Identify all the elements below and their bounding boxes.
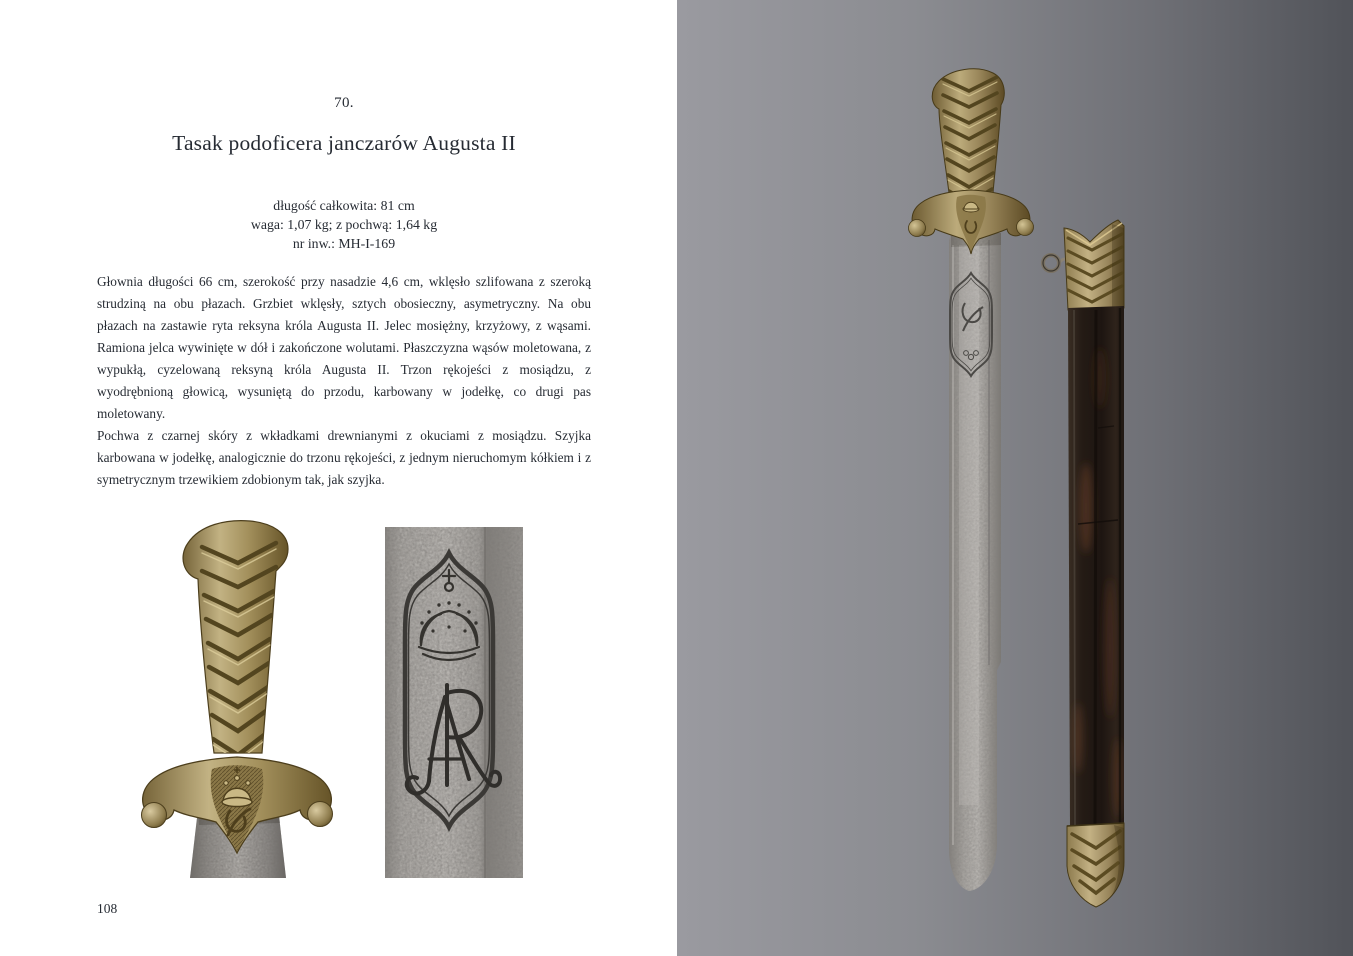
specs-block: [97, 196, 591, 253]
page-title: Tasak podoficera janczarów Augusta II: [172, 131, 516, 155]
blade-monogram-photo: [385, 527, 536, 878]
scabbard-image: [1038, 218, 1128, 918]
description-block: [97, 271, 591, 491]
scabbard-chape: [1067, 823, 1124, 907]
description-para-1: Głownia długości 66 cm, szerokość przy nasadzie 4,6 cm, wklęsło szlifowana z szeroką strudziną na obu płazach. Grzbiet wklęsły, sztych obosieczny, asymetryczny. Na obu płazach na zastawie ryta reksyna króla Augusta II. Jelec mosiężny, krzyżowy, z wąsami. Ramiona jelca wywinięte w dół i zakończone wolutami. Płaszczyzna wąsów moletowana, z wypukłą, cyzelowaną reksyną króla Augusta II. Trzon rękojeści z mosiądzu, z wyodrębnioną głowicą, wysuniętą do przodu, karbowany w jodełkę, co drugi pas moletowany.: [97, 274, 591, 421]
sword-grip: [932, 69, 1004, 203]
spec-inventory-number: nr inw.: MH-I-169: [292, 236, 396, 251]
spec-total-length: długość całkowita: 81 cm: [273, 198, 415, 213]
sword-guard: [909, 190, 1034, 254]
hilt-detail-image: [130, 517, 345, 878]
sword-blade: [945, 225, 1005, 895]
hilt-photo-guard: [142, 757, 333, 853]
hilt-detail-photo: [130, 517, 345, 878]
scabbard-throat: [1064, 220, 1124, 311]
photo-plate-page: [677, 0, 1353, 956]
sword-photo: [905, 65, 1045, 895]
hilt-photo-grip: [183, 521, 288, 761]
blade-monogram-image: [385, 527, 536, 878]
scabbard-photo: [1038, 218, 1128, 918]
scabbard-body: [1068, 306, 1124, 828]
spec-weight: waga: 1,07 kg; z pochwą: 1,64 kg: [250, 217, 438, 232]
catalog-number: 70.: [334, 95, 354, 111]
description-para-2: Pochwa z czarnej skóry z wkładkami drewnianymi z okuciami z mosiądzu. Szyjka karbowana w jodełkę, analogicznie do trzonu rękojeści, z jednym nieruchomym kółkiem i z symetrycznym trzewikiem zdobionym tak, jak szyjka.: [97, 428, 591, 487]
page-number: 108: [97, 901, 118, 916]
sword-image: [905, 65, 1045, 895]
